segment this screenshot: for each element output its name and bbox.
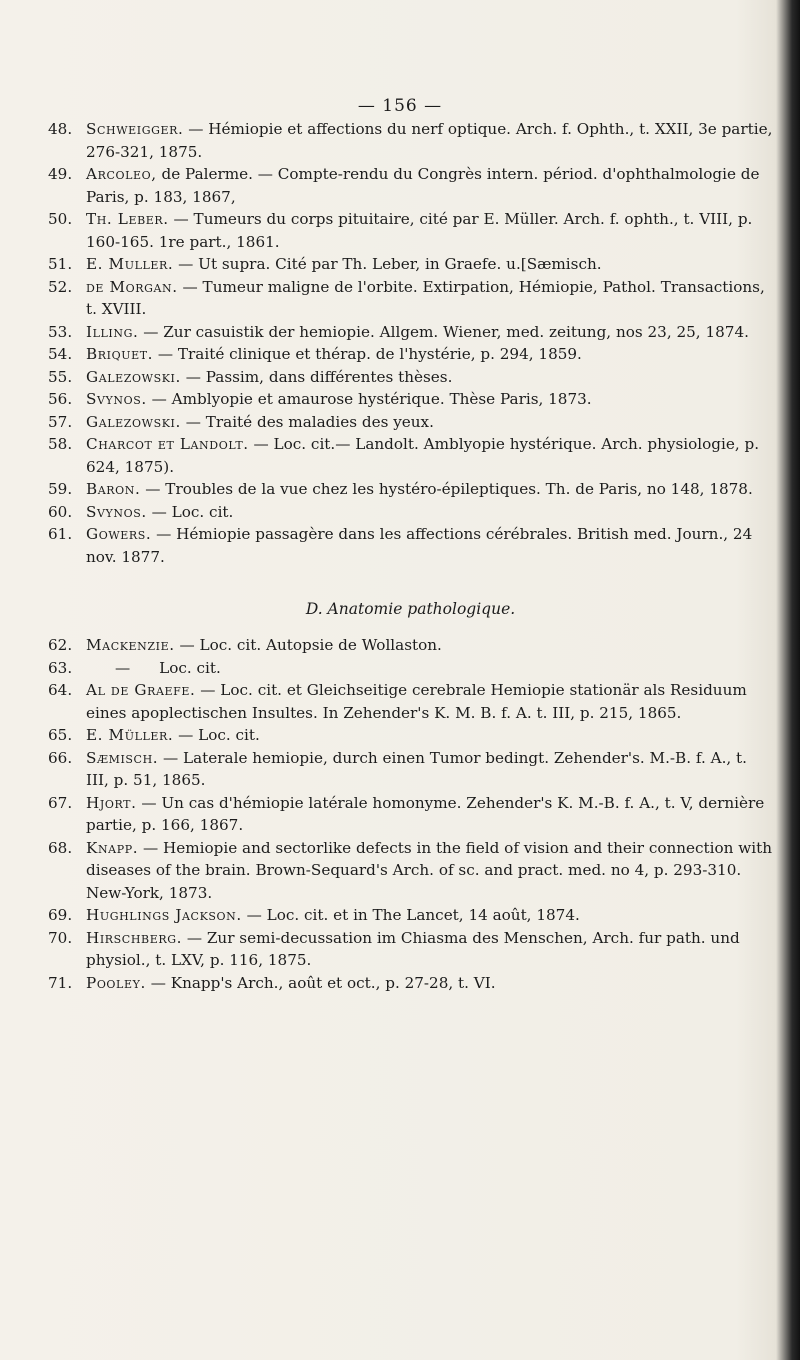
- reference-number: 65.: [48, 726, 73, 744]
- reference-entry: [48, 343, 773, 366]
- reference-number: 63.: [48, 658, 73, 677]
- reference-author: Pooley.: [86, 973, 146, 992]
- reference-text: — Loc. cit.— Landolt. Amblyopie hystérique. Arch. physiologie, p. 624, 1875).: [86, 435, 760, 476]
- reference-number: 48.: [48, 120, 73, 138]
- reference-number: 54.: [48, 345, 73, 363]
- reference-author: Galezowski.: [86, 412, 181, 431]
- reference-list: [48, 118, 773, 994]
- reference-author: Th. Leber.: [86, 210, 169, 228]
- reference-number: 60.: [48, 502, 73, 521]
- reference-number: 62.: [48, 636, 73, 654]
- reference-text: — Zur casuistik der hemiopie. Allgem. Wiener, med. zeitung, nos 23, 25, 1874.: [138, 322, 749, 341]
- reference-entry: [48, 792, 773, 837]
- reference-entry: [48, 433, 773, 478]
- reference-entry: [48, 501, 773, 524]
- reference-number: 66.: [48, 748, 73, 767]
- reference-author: Hjort.: [86, 793, 137, 812]
- reference-author: Illing.: [86, 322, 139, 341]
- reference-text: — Zur semi-decussation im Chiasma des Menschen, Arch. fur path. und physiol., t. LXV, p. 116, 1875.: [86, 928, 740, 969]
- reference-entry: [48, 523, 773, 568]
- reference-text: — Laterale hemiopie, durch einen Tumor bedingt. Zehender's. M.-B. f. A., t. III, p. 51, 1865.: [86, 748, 747, 789]
- references-group-a: [48, 118, 773, 568]
- reference-entry: [48, 208, 773, 253]
- reference-text: de Palerme. — Compte-rendu du Congrès intern. périod. d'ophthalmologie de Paris, p. 183, 1867,: [86, 165, 760, 206]
- reference-entry: [48, 478, 773, 501]
- reference-author: Hirschberg.: [86, 928, 183, 947]
- reference-text: — Loc. cit. et Gleichseitige cerebrale Hemiopie stationär als Residuum eines apoplectischen Insultes. In Zehender's K. M. B. f. A. t. III, p. 215, 1865.: [86, 681, 747, 722]
- reference-text: — Loc. cit. et in The Lancet, 14 août, 1874.: [241, 906, 580, 924]
- reference-number: 49.: [48, 165, 73, 183]
- reference-number: 69.: [48, 906, 73, 924]
- reference-number: 71.: [48, 973, 73, 992]
- reference-text: — Ut supra. Cité par Th. Leber, in Graefe. u.[Sæmisch.: [173, 255, 602, 273]
- reference-entry: [48, 904, 773, 927]
- reference-text: — Hemiopie and sectorlike defects in the field of vision and their connection with diseases of the brain. Brown-Sequard's Arch. of sc. and pract. med. no 4, p. 293-310. New-York, 1873.: [86, 838, 772, 902]
- reference-entry: [48, 747, 773, 792]
- reference-text: — Un cas d'hémiopie latérale homonyme. Zehender's K. M.-B. f. A., t. V, dernière partie, p. 166, 1867.: [86, 793, 765, 834]
- reference-author: Schweigger.: [86, 120, 184, 138]
- reference-text: — Tumeur maligne de l'orbite. Extirpation, Hémiopie, Pathol. Transactions, t. XVIII.: [86, 277, 765, 318]
- reference-entry: [48, 837, 773, 905]
- reference-entry: [48, 321, 773, 344]
- page-number: — 156 —: [357, 96, 443, 116]
- reference-text: — Passim, dans différentes thèses.: [180, 367, 453, 386]
- reference-entry: [48, 927, 773, 972]
- reference-entry: [48, 253, 773, 276]
- reference-text: — Traité clinique et thérap. de l'hystérie, p. 294, 1859.: [153, 345, 582, 363]
- reference-text: — Knapp's Arch., août et oct., p. 27-28, t. VI.: [145, 973, 496, 992]
- reference-number: 58.: [48, 435, 73, 453]
- reference-author: Baron.: [86, 480, 141, 498]
- reference-entry: [48, 163, 773, 208]
- reference-text: — Loc. cit.: [173, 726, 260, 744]
- reference-author: de Morgan.: [86, 277, 178, 296]
- reference-entry: [48, 118, 773, 163]
- reference-author: E. Muller.: [86, 255, 174, 273]
- reference-number: 52.: [48, 277, 73, 296]
- reference-number: 56.: [48, 390, 73, 408]
- reference-author: Sæmisch.: [86, 748, 159, 767]
- references-group-b: [48, 634, 773, 994]
- reference-author: Briquet.: [86, 345, 154, 363]
- reference-number: 61.: [48, 525, 73, 543]
- reference-number: 67.: [48, 793, 73, 812]
- reference-text: — Troubles de la vue chez les hystéro-épileptiques. Th. de Paris, no 148, 1878.: [140, 480, 753, 498]
- reference-entry: [48, 388, 773, 411]
- reference-number: 50.: [48, 210, 73, 228]
- section-title: D. Anatomie pathologique.: [305, 600, 516, 618]
- reference-number: 64.: [48, 681, 73, 699]
- reference-author: Mackenzie.: [86, 636, 175, 654]
- reference-number: 70.: [48, 928, 73, 947]
- reference-entry: [48, 411, 773, 434]
- reference-entry: [48, 972, 773, 995]
- reference-author: Galezowski.: [86, 367, 181, 386]
- reference-number: 55.: [48, 367, 73, 386]
- reference-entry: [48, 276, 773, 321]
- reference-text: — Amblyopie et amaurose hystérique. Thèse Paris, 1873.: [146, 390, 592, 408]
- reference-author: E. Müller.: [86, 726, 174, 744]
- reference-author: Arcoleo,: [86, 165, 157, 183]
- reference-number: 57.: [48, 412, 73, 431]
- reference-number: 51.: [48, 255, 73, 273]
- reference-entry: [48, 724, 773, 747]
- reference-text: — Hémiopie passagère dans les affections cérébrales. British med. Journ., 24 nov. 1877.: [86, 525, 753, 566]
- reference-text: — Hémiopie et affections du nerf optique. Arch. f. Ophth., t. XXII, 3e partie, 276-321, 1875.: [86, 120, 773, 161]
- reference-entry: [48, 657, 773, 680]
- reference-text: — Tumeurs du corps pituitaire, cité par E. Müller. Arch. f. ophth., t. VIII, p. 160-165. 1re part., 1861.: [86, 210, 753, 251]
- reference-entry: [48, 366, 773, 389]
- reference-author: Svynos.: [86, 390, 147, 408]
- reference-number: 68.: [48, 838, 73, 857]
- reference-number: 59.: [48, 480, 73, 498]
- reference-author: Knapp.: [86, 838, 139, 857]
- reference-text: — Traité des maladies des yeux.: [180, 412, 434, 431]
- reference-text: — Loc. cit.: [86, 658, 221, 677]
- reference-entry: [48, 679, 773, 724]
- reference-author: Gowers.: [86, 525, 152, 543]
- reference-text: — Loc. cit.: [146, 502, 234, 521]
- reference-number: 53.: [48, 322, 73, 341]
- reference-author: Svynos.: [86, 502, 147, 521]
- reference-entry: [48, 634, 773, 657]
- reference-author: Hughlings Jackson.: [86, 906, 242, 924]
- reference-author: Al de Graefe.: [86, 681, 196, 699]
- reference-author: Charcot et Landolt.: [86, 435, 249, 453]
- reference-text: — Loc. cit. Autopsie de Wollaston.: [174, 636, 442, 654]
